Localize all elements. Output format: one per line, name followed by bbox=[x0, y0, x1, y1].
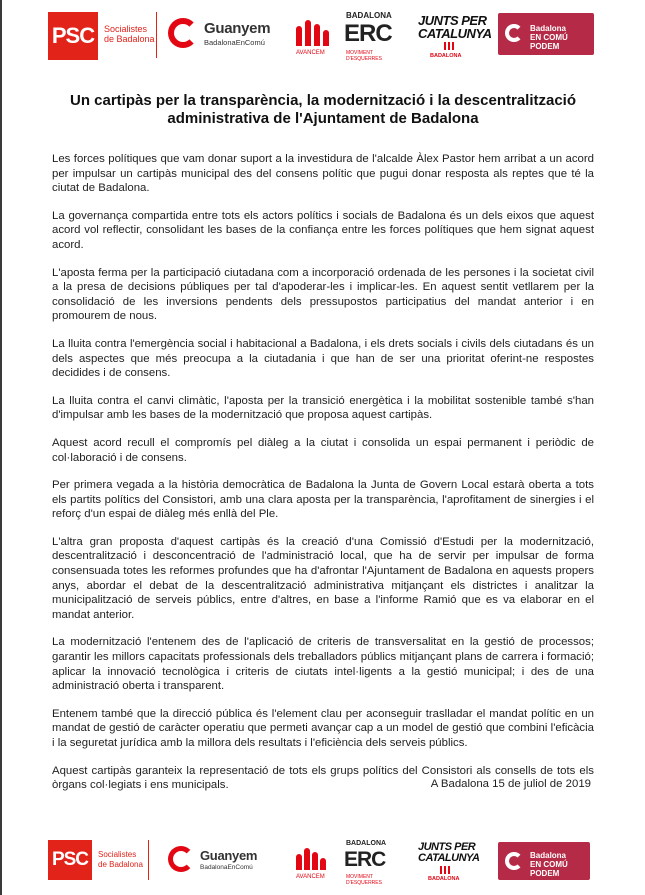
paragraph: La lluita contra l'emergència social i habitacional a Badalona, i els drets socials i civils dels ciutadans és un dels aspectes que més preocupa a la ciutadania i que han de ser una prioritat oferint-ne respostes decidides i de consens. bbox=[52, 337, 594, 380]
ecp-logo-box bbox=[498, 13, 594, 55]
page-edge bbox=[0, 0, 2, 895]
erc-city: BADALONA bbox=[346, 11, 392, 20]
header-logo-bar bbox=[48, 8, 596, 64]
guanyem-ring-icon bbox=[168, 18, 198, 48]
erc-movement: MOVIMENT D'ESQUERRES bbox=[346, 50, 382, 62]
erc-wordmark: ERC bbox=[344, 848, 386, 871]
ecp-line3: PODEM bbox=[530, 42, 560, 51]
erc-avancem: AVANCEM bbox=[296, 50, 325, 56]
document-date: A Badalona 15 de juliol de 2019 bbox=[430, 778, 591, 790]
paragraph: L'altra gran proposta d'aquest cartipàs és la creació d'una Comissió d'Estudi per la modernització, descentralització i desconcentració de l'administració local, que ha de servir per impulsar de forma consensuada totes les reformes profundes que ha d'afrontar l'Ajuntament de Badalona en aquests propers anys, abordar el debat de la descentralització administrativa mitjançant els districtes i analitzar la municipalització de serveis públics, entre d'altres, en base a l'informe Ramió que es va elaborar en el mandat anterior. bbox=[52, 535, 594, 621]
erc-wordmark: ERC bbox=[344, 20, 392, 47]
erc-logo bbox=[294, 834, 394, 888]
psc-logo-mark: PSC bbox=[48, 12, 98, 60]
guanyem-logo bbox=[168, 8, 286, 64]
paragraph: La modernització l'entenem des de l'aplicació de criteris de transversalitat en la gestió de processos; garantir les millors capacitats professionals dels treballadors públics mitjançant plans de carrera i formació; aplicar la innovació tecnològica i criteris de ciutats intel·ligents a la gestió municipal; i des de una administració oberta i transparent. bbox=[52, 636, 594, 693]
junts-city: BADALONA bbox=[430, 53, 462, 59]
document-body bbox=[52, 152, 594, 806]
junts-wordmark bbox=[418, 14, 492, 40]
erc-movement: MOVIMENT D'ESQUERRES bbox=[346, 874, 382, 886]
erc-city: BADALONA bbox=[346, 840, 387, 847]
ecp-ring-icon bbox=[505, 852, 523, 870]
ecp-line2: EN COMÚ bbox=[530, 33, 568, 42]
ecp-logo bbox=[498, 834, 596, 888]
junts-city: BADALONA bbox=[428, 876, 460, 882]
ecp-logo-text bbox=[530, 851, 568, 878]
paragraph: Aquest acord recull el compromís pel diàleg a la ciutat i consolida un espai permanent i periòdic de col·laboració i de consens. bbox=[52, 436, 594, 464]
junts-stripes-icon bbox=[444, 42, 454, 50]
document-title-line1: Un cartipàs per la transparència, la modernització i la descentralització bbox=[69, 92, 576, 109]
footer-logo-bar bbox=[48, 834, 596, 888]
psc-logo-text bbox=[98, 850, 143, 870]
paragraph: Aquest cartipàs garanteix la representació de tots els grups polítics del Consistori als consells de tots els òrgans col·legiats i ens municipals. bbox=[52, 764, 594, 792]
paragraph: La lluita contra el canvi climàtic, l'aposta per la transició energètica i la mobilitat sostenible també s'han d'impulsar amb les bases de la modernització que proposa aquest cartipàs. bbox=[52, 394, 594, 422]
psc-logo-text bbox=[104, 24, 155, 44]
psc-logo-mark: PSC bbox=[48, 840, 92, 880]
paragraph: Per primera vegada a la història democràtica de Badalona la Junta de Govern Local estarà oberta a tots els partits polítics del Consistori, amb una clara aposta per la transparència, l'aprofitament de sinergies i el reforç d'un espai de diàleg més enllà del Ple. bbox=[52, 479, 594, 521]
junts-stripes-icon bbox=[440, 866, 450, 874]
guanyem-title: Guanyem bbox=[204, 20, 271, 37]
document-title-line2: administrativa de l'Ajuntament de Badalona bbox=[167, 110, 479, 127]
paragraph: La governança compartida entre tots els actors polítics i socials de Badalona és un dels eixos que aquest acord vol reflectir, consolidant les bases de la confiança entre les forces polítiques que hem signat aquest acord. bbox=[52, 209, 594, 251]
psc-logo-line2: de Badalona bbox=[98, 860, 143, 869]
psc-logo bbox=[48, 834, 158, 888]
junts-line2: CATALUNYA bbox=[418, 26, 492, 41]
psc-logo bbox=[48, 8, 158, 64]
guanyem-subtitle: BadalonaEnComú bbox=[204, 38, 265, 47]
psc-logo-line1: Socialistes bbox=[104, 24, 148, 34]
junts-line1: JUNTS PER bbox=[418, 841, 476, 853]
guanyem-title: Guanyem bbox=[200, 848, 258, 863]
paragraph: L'aposta ferma per la participació ciutadana com a incorporació ordenada de les persones i la societat civil a la presa de decisions públiques per tal d'apoderar-les i implicar-les. En aquest sentit vetllarem per la consolidació de les inversions pendents dels pressupostos participatius del mandat anterior i en promourem de nous. bbox=[52, 266, 594, 323]
document-title bbox=[52, 92, 594, 128]
psc-logo-line1: Socialistes bbox=[98, 850, 137, 859]
erc-bars-icon bbox=[296, 20, 336, 46]
guanyem-subtitle: BadalonaEnComú bbox=[200, 864, 253, 871]
ecp-logo-text bbox=[530, 24, 568, 51]
paragraph: Les forces polítiques que vam donar suport a la investidura de l'alcalde Àlex Pastor hem arribat a un acord per impulsar un cartipàs municipal des del consens polític que pugui donar resposta als reptes que té la ciutat de Badalona. bbox=[52, 153, 594, 195]
erc-logo bbox=[294, 8, 394, 64]
psc-logo-line2: de Badalona bbox=[104, 34, 155, 44]
erc-avancem: AVANCEM bbox=[296, 874, 325, 880]
ecp-line1: Badalona bbox=[530, 24, 567, 33]
logo-divider bbox=[148, 840, 149, 880]
junts-line2: CATALUNYA bbox=[418, 852, 480, 864]
ecp-ring-icon bbox=[505, 24, 523, 42]
junts-line1: JUNTS PER bbox=[418, 13, 487, 28]
guanyem-logo bbox=[168, 834, 286, 888]
logo-divider bbox=[156, 12, 157, 58]
ecp-logo bbox=[498, 8, 596, 64]
ecp-logo-box bbox=[498, 842, 590, 880]
junts-logo bbox=[418, 8, 492, 64]
erc-bars-icon bbox=[296, 848, 336, 870]
junts-logo bbox=[418, 834, 488, 888]
ecp-line1: Badalona bbox=[530, 851, 567, 860]
paragraph: Entenem també que la direcció pública és l'element clau per aconseguir traslladar el mandat polític en un mandat de gestió de caràcter operatiu que permeti avançar cap a un model de gestió que combini l'eficàcia i la seguretat jurídica amb la millora dels resultats i l'eficiència dels serveis públics. bbox=[52, 707, 594, 749]
ecp-line3: PODEM bbox=[530, 869, 560, 878]
ecp-line2: EN COMÚ bbox=[530, 860, 568, 869]
junts-wordmark bbox=[418, 842, 480, 864]
guanyem-ring-icon bbox=[168, 846, 194, 872]
